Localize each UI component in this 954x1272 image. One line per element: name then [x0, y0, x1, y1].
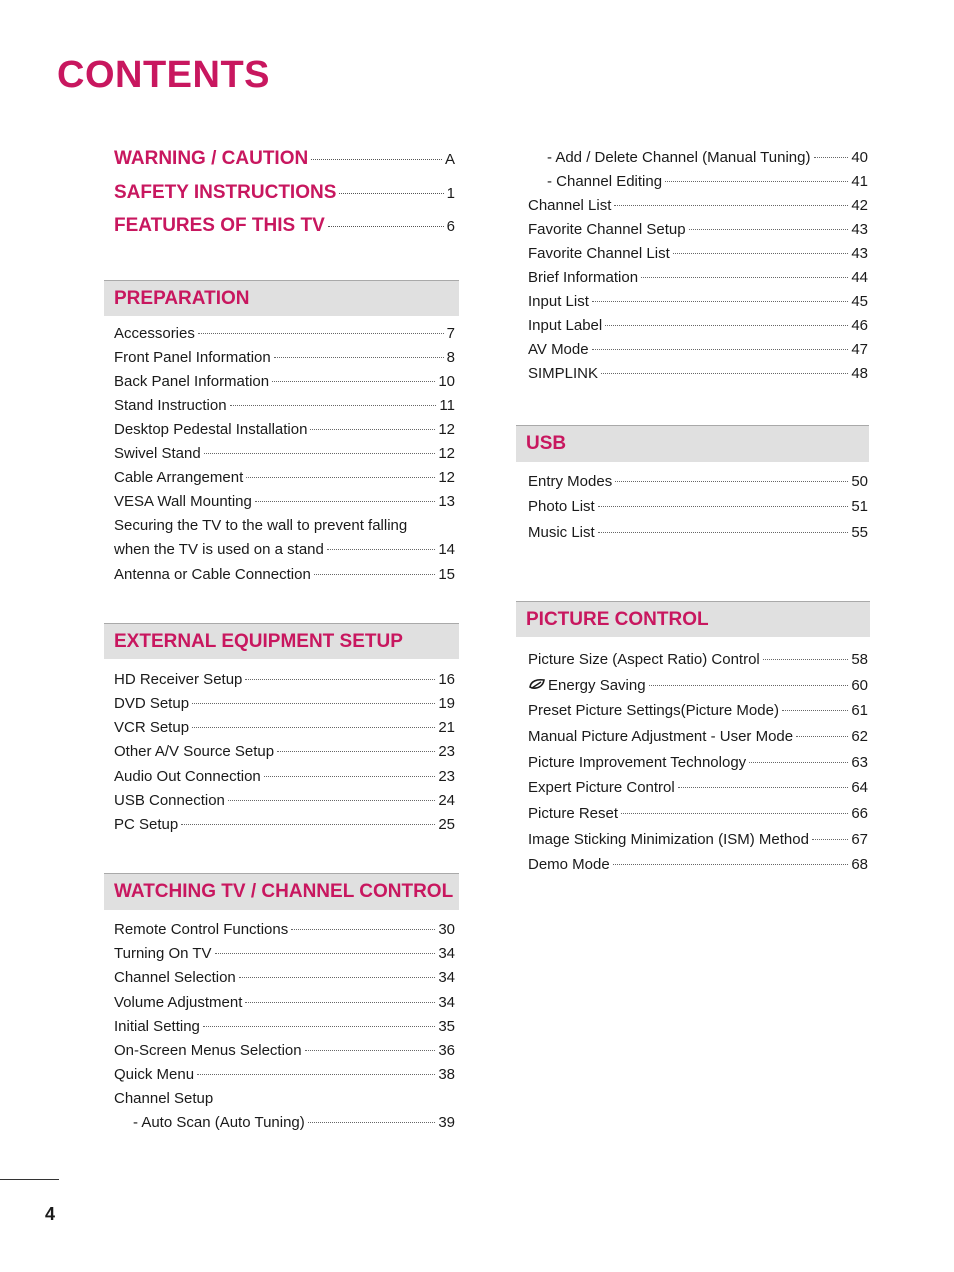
toc-link-safety[interactable]: [114, 182, 455, 206]
toc-label: DVD Setup: [114, 695, 190, 712]
dot-leader: [615, 481, 848, 482]
page-ref: 62: [851, 728, 868, 745]
toc-label: Other A/V Source Setup: [114, 743, 275, 760]
toc-label: Input Label: [528, 317, 603, 334]
toc-entry[interactable]: [114, 671, 455, 691]
page-ref: 23: [438, 768, 455, 785]
dot-leader: [239, 977, 436, 978]
page-ref: 7: [446, 325, 455, 342]
toc-link-features[interactable]: [114, 215, 455, 239]
dot-leader: [749, 762, 848, 763]
toc-label: Cable Arrangement: [114, 469, 244, 486]
dot-leader: [689, 229, 849, 230]
toc-label: Photo List: [528, 498, 595, 515]
dot-leader: [204, 453, 436, 454]
toc-entry[interactable]: [114, 373, 455, 393]
toc-label: Picture Improvement Technology: [528, 754, 747, 771]
toc-label: Brief Information: [528, 269, 639, 286]
dot-leader: [327, 549, 435, 550]
toc-entry[interactable]: [114, 493, 455, 513]
toc-entry[interactable]: [528, 856, 868, 876]
toc-entry[interactable]: [528, 805, 868, 825]
section-heading-external-equipment: EXTERNAL EQUIPMENT SETUP: [104, 623, 459, 659]
page-ref: 58: [851, 651, 868, 668]
toc-label: Music List: [528, 524, 595, 541]
toc-entry[interactable]: [114, 349, 455, 369]
page-ref: 38: [438, 1066, 455, 1083]
toc-label: VCR Setup: [114, 719, 190, 736]
dot-leader: [601, 373, 848, 374]
toc-label: Remote Control Functions: [114, 921, 289, 938]
page-ref: 36: [438, 1042, 455, 1059]
toc-entry[interactable]: [528, 269, 868, 289]
dot-leader: [246, 477, 435, 478]
toc-entry[interactable]: [133, 1114, 455, 1134]
dot-leader: [291, 929, 435, 930]
dot-leader: [665, 181, 848, 182]
page-ref: 61: [851, 702, 868, 719]
toc-label: WARNING / CAUTION: [114, 148, 309, 169]
page-ref: 35: [438, 1018, 455, 1035]
toc-entry[interactable]: [114, 421, 455, 441]
dot-leader: [274, 357, 444, 358]
dot-leader: [203, 1026, 435, 1027]
dot-leader: [181, 824, 435, 825]
page-number: 4: [45, 1204, 56, 1224]
page-ref: A: [444, 151, 455, 168]
toc-entry[interactable]: [114, 445, 455, 465]
toc-label: On-Screen Menus Selection: [114, 1042, 302, 1059]
toc-label: FEATURES OF THIS TV: [114, 215, 325, 236]
page-ref: 39: [438, 1114, 455, 1131]
page-ref: 67: [851, 831, 868, 848]
toc-entry[interactable]: [114, 695, 455, 715]
page-number-rule: [0, 1179, 59, 1180]
page-ref: 15: [438, 566, 455, 583]
page-ref: 43: [851, 221, 868, 238]
page-ref: 24: [438, 792, 455, 809]
page-ref: 43: [851, 245, 868, 262]
toc-label: Channel Selection: [114, 969, 236, 986]
toc-entry[interactable]: [114, 325, 455, 345]
dot-leader: [328, 226, 444, 227]
dot-leader: [310, 429, 435, 430]
toc-entry[interactable]: [528, 779, 868, 799]
toc-entry[interactable]: [528, 702, 868, 722]
dot-leader: [592, 349, 849, 350]
toc-entry[interactable]: [528, 677, 868, 697]
toc-label: Picture Reset: [528, 805, 619, 822]
page-ref: 34: [438, 969, 455, 986]
toc-entry[interactable]: [528, 317, 868, 337]
dot-leader: [796, 736, 848, 737]
toc-entry[interactable]: [114, 994, 455, 1014]
page-ref: 12: [438, 421, 455, 438]
toc-entry[interactable]: [114, 743, 455, 763]
toc-label: Desktop Pedestal Installation: [114, 421, 308, 438]
toc-label: Image Sticking Minimization (ISM) Method: [528, 831, 809, 848]
dot-leader: [678, 787, 849, 788]
dot-leader: [621, 813, 848, 814]
toc-label: Audio Out Connection: [114, 768, 261, 785]
dot-leader: [192, 703, 435, 704]
toc-entry[interactable]: [114, 969, 455, 989]
toc-label: SIMPLINK: [528, 365, 599, 382]
dot-leader: [673, 253, 849, 254]
dot-leader: [228, 800, 435, 801]
toc-label: Front Panel Information: [114, 349, 271, 366]
toc-label: Turning On TV: [114, 945, 212, 962]
section-heading-preparation: PREPARATION: [104, 280, 459, 316]
dot-leader: [613, 864, 849, 865]
page-ref: 66: [851, 805, 868, 822]
toc-entry[interactable]: [528, 651, 868, 671]
page-ref: 44: [851, 269, 868, 286]
dot-leader: [277, 751, 435, 752]
section-heading-picture-control: PICTURE CONTROL: [516, 601, 870, 637]
page-ref: 30: [438, 921, 455, 938]
toc-label: when the TV is used on a stand: [114, 541, 324, 558]
toc-entry[interactable]: [528, 524, 868, 544]
toc-entry[interactable]: [528, 341, 868, 361]
dot-leader: [649, 685, 849, 686]
page-ref: 60: [851, 677, 868, 694]
toc-label: Volume Adjustment: [114, 994, 243, 1011]
page-title: CONTENTS: [57, 54, 270, 96]
toc-label: Favorite Channel Setup: [528, 221, 686, 238]
toc-entry[interactable]: [114, 921, 455, 941]
toc-entry[interactable]: [114, 768, 455, 788]
dot-leader: [245, 1002, 435, 1003]
page-ref: 10: [438, 373, 455, 390]
toc-entry[interactable]: [114, 1066, 455, 1086]
toc-entry[interactable]: [547, 173, 868, 193]
page-ref: 8: [446, 349, 455, 366]
toc-entry[interactable]: [528, 498, 868, 518]
toc-subheading-channel-setup[interactable]: Channel Setup: [114, 1090, 214, 1107]
toc-label: Demo Mode: [528, 856, 610, 873]
page-ref: 63: [851, 754, 868, 771]
toc-label: USB Connection: [114, 792, 225, 809]
page-ref: 34: [438, 945, 455, 962]
page-ref: 16: [438, 671, 455, 688]
toc-label: Manual Picture Adjustment - User Mode: [528, 728, 794, 745]
page-ref: 34: [438, 994, 455, 1011]
page-ref: 6: [446, 218, 455, 235]
dot-leader: [308, 1122, 436, 1123]
toc-entry-wrap-line[interactable]: Securing the TV to the wall to prevent falling: [114, 517, 408, 534]
toc-entry[interactable]: [528, 293, 868, 313]
section-heading-usb: USB: [516, 425, 869, 462]
toc-entry[interactable]: [114, 397, 455, 417]
toc-entry[interactable]: [528, 473, 868, 493]
dot-leader: [192, 727, 435, 728]
dot-leader: [255, 501, 435, 502]
toc-label: Accessories: [114, 325, 195, 342]
toc-label: Preset Picture Settings(Picture Mode): [528, 702, 779, 719]
page-ref: 12: [438, 445, 455, 462]
dot-leader: [339, 193, 443, 194]
dot-leader: [311, 159, 442, 160]
toc-label: HD Receiver Setup: [114, 671, 243, 688]
page-ref: 42: [851, 197, 868, 214]
toc-label: Antenna or Cable Connection: [114, 566, 311, 583]
toc-label: Quick Menu: [114, 1066, 195, 1083]
toc-label: Entry Modes: [528, 473, 613, 490]
page-ref: 47: [851, 341, 868, 358]
toc-entry[interactable]: [547, 149, 868, 169]
toc-label: Back Panel Information: [114, 373, 270, 390]
page-ref: 55: [851, 524, 868, 541]
page-ref: 51: [851, 498, 868, 515]
page-ref: 19: [438, 695, 455, 712]
toc-entry[interactable]: [528, 831, 868, 851]
toc-label: PC Setup: [114, 816, 179, 833]
dot-leader: [198, 333, 444, 334]
dot-leader: [215, 953, 436, 954]
dot-leader: [598, 532, 849, 533]
dot-leader: [814, 157, 849, 158]
toc-entry[interactable]: [114, 1018, 455, 1038]
toc-label: Initial Setting: [114, 1018, 200, 1035]
dot-leader: [592, 301, 848, 302]
toc-entry[interactable]: [114, 566, 455, 586]
toc-link-warning[interactable]: [114, 148, 455, 172]
dot-leader: [641, 277, 848, 278]
dot-leader: [245, 679, 435, 680]
toc-label: SAFETY INSTRUCTIONS: [114, 182, 337, 203]
toc-label: Swivel Stand: [114, 445, 201, 462]
dot-leader: [314, 574, 436, 575]
toc-label: AV Mode: [528, 341, 589, 358]
toc-entry[interactable]: [114, 945, 455, 965]
toc-entry[interactable]: [528, 221, 868, 241]
dot-leader: [305, 1050, 436, 1051]
toc-label: - Channel Editing: [547, 173, 663, 190]
eco-icon: [528, 678, 546, 690]
toc-entry[interactable]: [528, 365, 868, 385]
dot-leader: [230, 405, 437, 406]
toc-entry[interactable]: [114, 1042, 455, 1062]
page-ref: 50: [851, 473, 868, 490]
dot-leader: [614, 205, 848, 206]
toc-label: Expert Picture Control: [528, 779, 675, 796]
toc-entry[interactable]: [114, 469, 455, 489]
dot-leader: [272, 381, 435, 382]
toc-entry[interactable]: [528, 728, 868, 748]
dot-leader: [812, 839, 848, 840]
toc-entry[interactable]: [528, 754, 868, 774]
page-ref: 46: [851, 317, 868, 334]
toc-label: Energy Saving: [548, 677, 646, 694]
toc-label: Input List: [528, 293, 589, 310]
toc-entry[interactable]: [114, 792, 455, 812]
page-ref: 25: [438, 816, 455, 833]
dot-leader: [598, 506, 849, 507]
toc-entry[interactable]: [114, 719, 455, 739]
page-ref: 11: [439, 397, 455, 414]
page-ref: 13: [438, 493, 455, 510]
toc-entry[interactable]: [114, 541, 455, 561]
page-ref: 14: [438, 541, 455, 558]
page-ref: 45: [851, 293, 868, 310]
toc-label: VESA Wall Mounting: [114, 493, 252, 510]
page-ref: 12: [438, 469, 455, 486]
page-ref: 64: [851, 779, 868, 796]
dot-leader: [763, 659, 849, 660]
toc-label: - Add / Delete Channel (Manual Tuning): [547, 149, 811, 166]
section-heading-watching-tv: WATCHING TV / CHANNEL CONTROL: [104, 873, 459, 910]
toc-entry[interactable]: [528, 245, 868, 265]
toc-label: - Auto Scan (Auto Tuning): [133, 1114, 305, 1131]
dot-leader: [264, 776, 436, 777]
page-ref: 23: [438, 743, 455, 760]
dot-leader: [197, 1074, 435, 1075]
page-ref: 1: [446, 185, 455, 202]
dot-leader: [782, 710, 848, 711]
toc-label: Picture Size (Aspect Ratio) Control: [528, 651, 760, 668]
toc-entry[interactable]: [528, 197, 868, 217]
page-ref: 40: [851, 149, 868, 166]
page-ref: 21: [438, 719, 455, 736]
toc-label: Stand Instruction: [114, 397, 227, 414]
toc-entry[interactable]: [114, 816, 455, 836]
dot-leader: [605, 325, 848, 326]
toc-label: Channel List: [528, 197, 612, 214]
page-ref: 68: [851, 856, 868, 873]
page-ref: 48: [851, 365, 868, 382]
page-ref: 41: [851, 173, 868, 190]
toc-label: Favorite Channel List: [528, 245, 670, 262]
